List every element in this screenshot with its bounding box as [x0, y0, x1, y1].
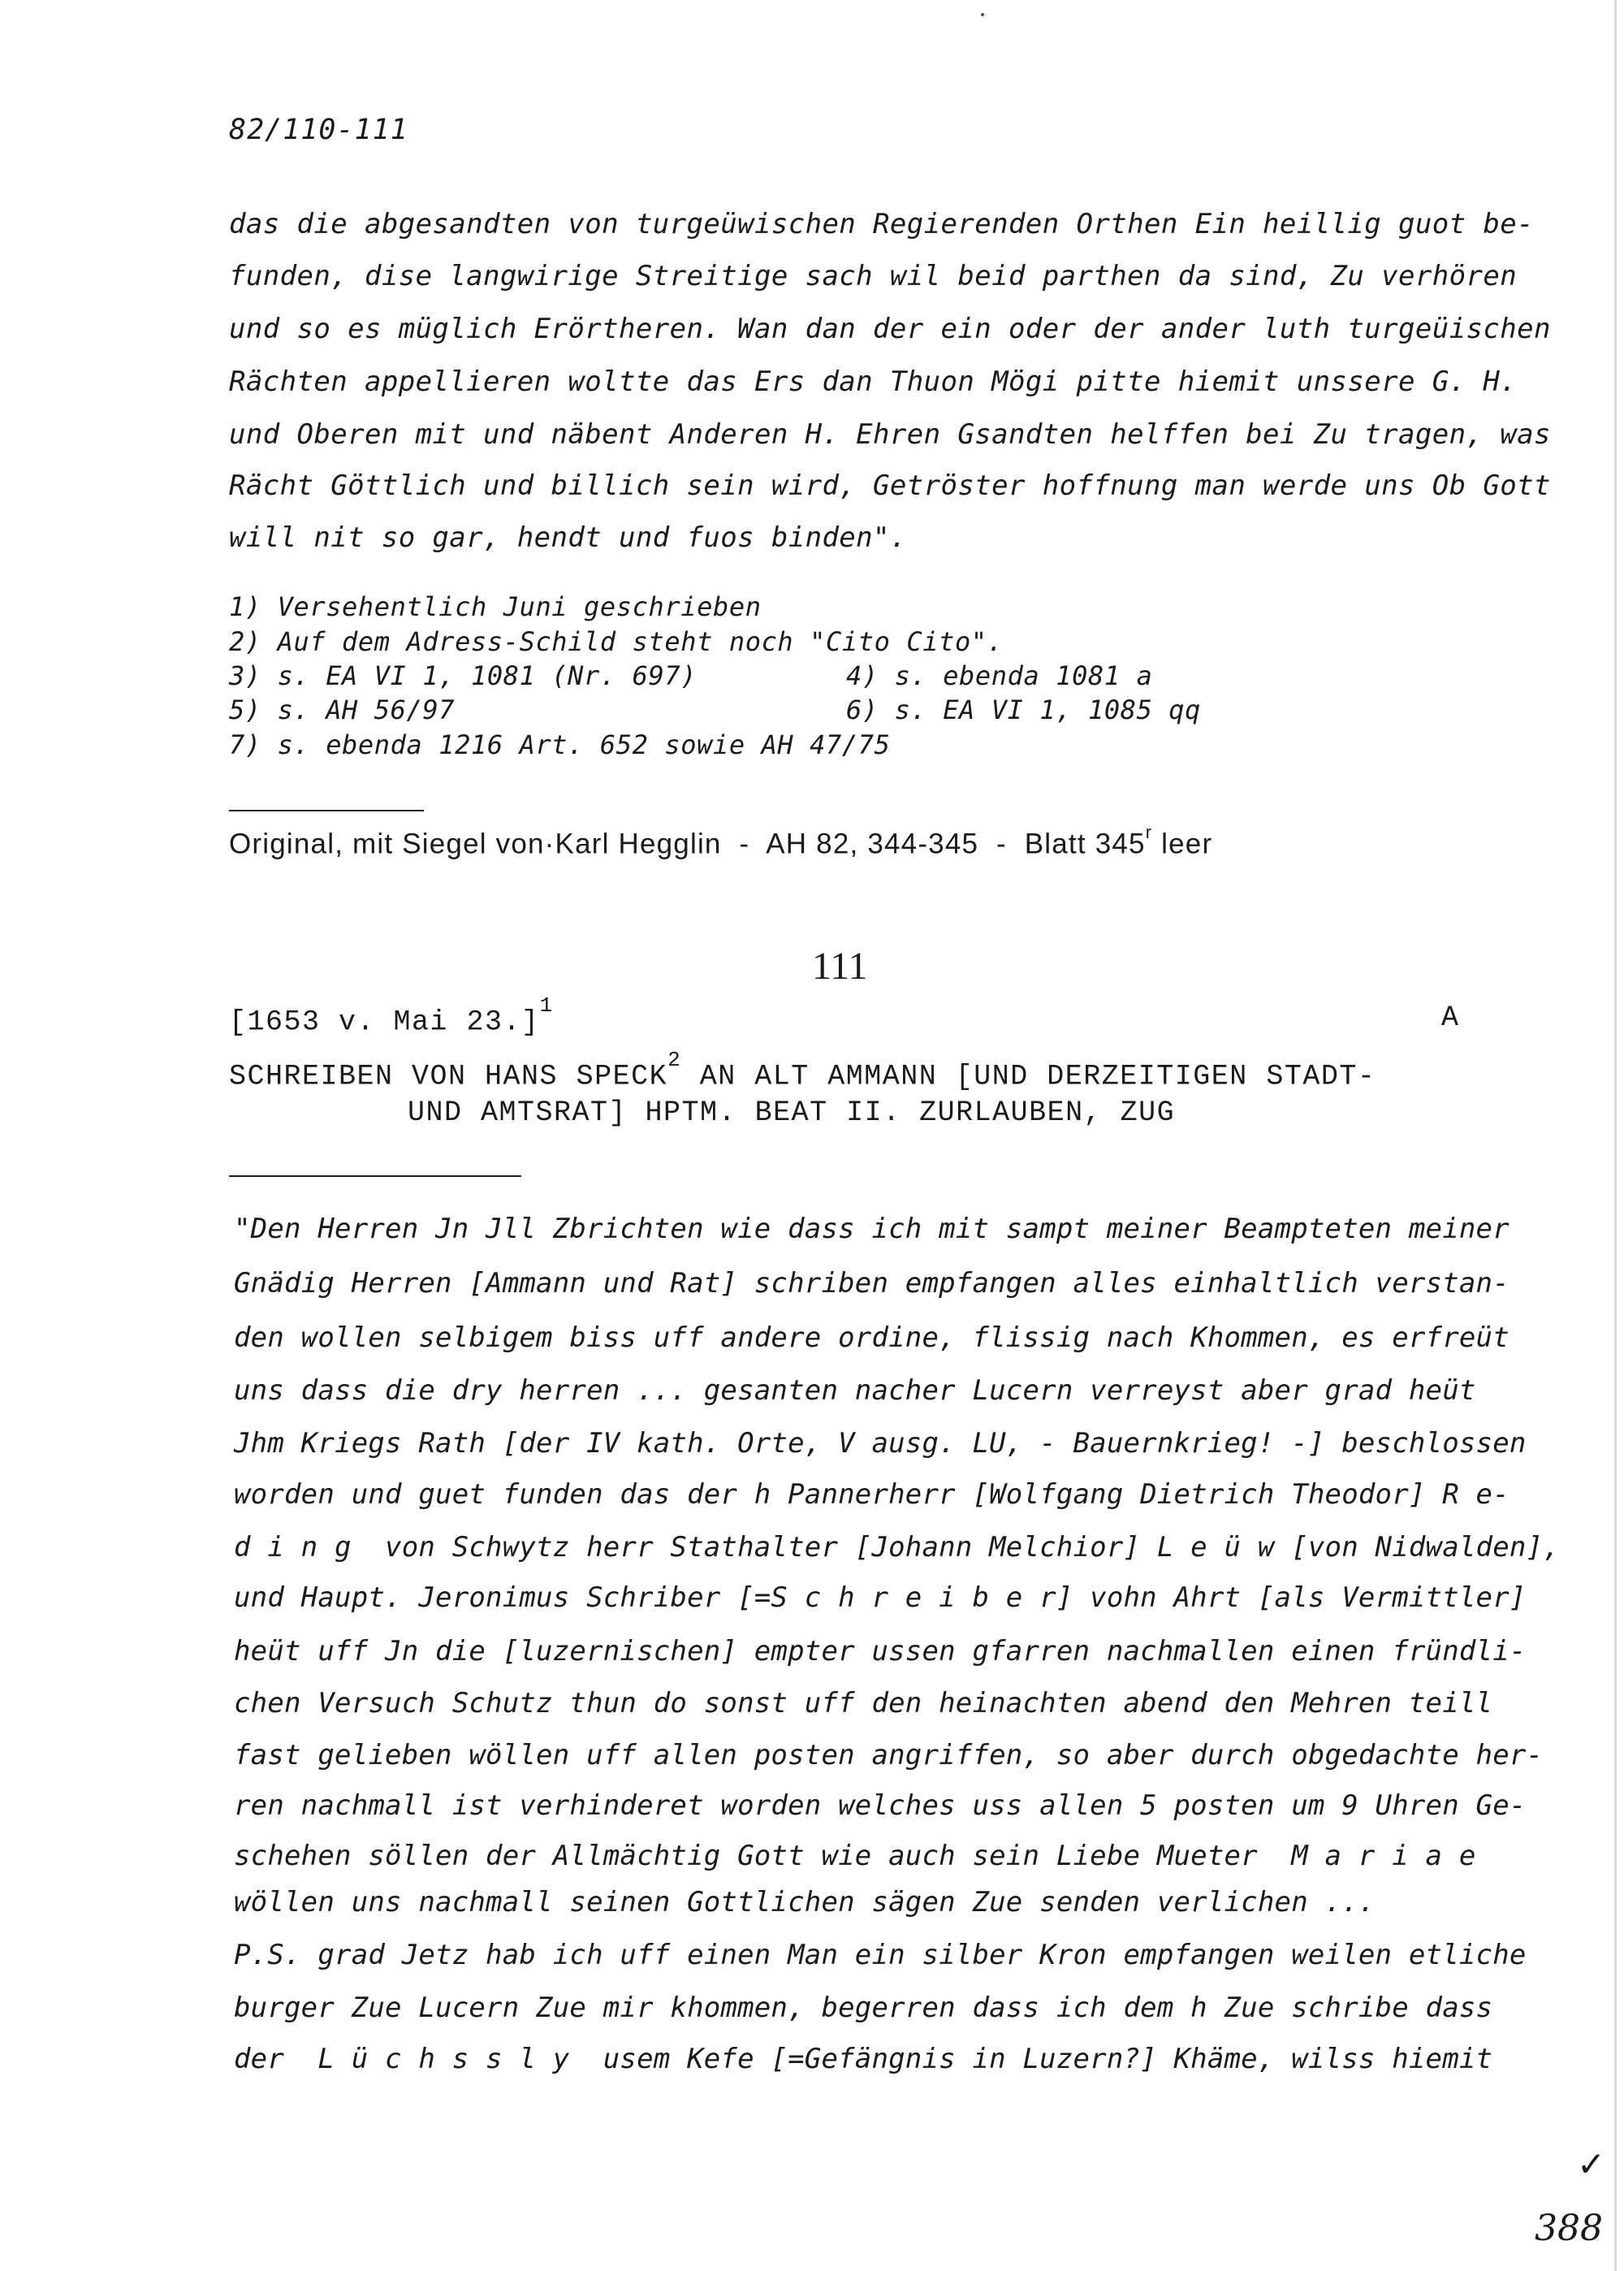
footnote: 7) s. ebenda 1216 Art. 652 sowie AH 47/75 [229, 729, 891, 760]
footnote: 4) s. ebenda 1081 a [846, 660, 1153, 691]
date-text: [1653 v. Mai 23.] [229, 1006, 540, 1039]
original-note [229, 822, 1213, 861]
text-line: worden und guet funden das der h Pannerherr [Wolfgang Dietrich Theodor] R e- [234, 1478, 1510, 1511]
original-note-tail: leer [1152, 828, 1213, 860]
text-line: uns dass die dry herren ... gesanten nacher Lucern verreyst aber grad heüt [234, 1374, 1476, 1407]
text-line: Gnädig Herren [Ammann und Rat] schriben empfangen alles einhaltlich verstan- [234, 1267, 1510, 1300]
text-line: und Haupt. Jeronimus Schriber [=S c h r e i b e r] vohn Ahrt [als Vermittler] [234, 1581, 1527, 1614]
text-line: Jhm Kriegs Rath [der IV kath. Orte, V ausg. LU, - Bauernkrieg! -] beschlossen [234, 1427, 1527, 1460]
text-line: wöllen uns nachmall seinen Gottlichen sägen Zue senden verlichen ... [234, 1886, 1376, 1918]
archive-reference: 82/110-111 [229, 114, 408, 146]
footnote: 1) Versehentlich Juni geschrieben [229, 591, 762, 622]
original-note-text: Original, mit Siegel von·Karl Hegglin - AH 82, 344-345 - Blatt 345 [229, 828, 1146, 860]
text-line: Rächten appellieren woltte das Ers dan Thuon Mögi pitte hiemit unssere G. H. [229, 366, 1518, 398]
page-edge-shadow [1614, 0, 1617, 2271]
checkmark-icon: ✓ [1577, 2144, 1606, 2184]
text-line: fast gelieben wöllen uff allen posten angriffen, so aber durch obgedachte her- [234, 1739, 1544, 1771]
heading-line-1 [229, 1048, 1376, 1093]
date-footnote-mark: 1 [539, 993, 554, 1018]
footnote: 6) s. EA VI 1, 1085 qq [846, 694, 1202, 725]
text-line: und Oberen mit und näbent Anderen H. Ehren Gsandten helffen bei Zu tragen, was [229, 418, 1551, 451]
separator-rule [229, 810, 424, 811]
text-line: das die abgesandten von turgeüwischen Regierenden Orthen Ein heillig guot be- [229, 208, 1534, 240]
text-line: will nit so gar, hendt und fuos binden". [229, 521, 907, 554]
text-line: burger Zue Lucern Zue mir khommen, begerren dass ich dem h Zue schribe dass [234, 1992, 1493, 2024]
text-line: den wollen selbigem biss uff andere ordine, flissig nach Khommen, es erfreüt [234, 1322, 1510, 1354]
document-number: 111 [812, 945, 868, 988]
text-line: ren nachmall ist verhinderet worden welches uss allen 5 posten um 9 Uhren Ge- [234, 1789, 1527, 1822]
footnote: 2) Auf dem Adress-Schild steht noch "Cito Cito". [229, 626, 1004, 657]
scan-speck [981, 13, 984, 16]
text-line: der L ü c h s s l y usem Kefe [=Gefängnis in Luzern?] Khäme, wilss hiemit [234, 2043, 1493, 2075]
handwritten-page-number: 388 [1535, 2208, 1603, 2249]
footnote: 5) s. AH 56/97 [229, 694, 456, 725]
heading-text: AN ALT AMMANN [UND DERZEITIGEN STADT- [681, 1060, 1376, 1093]
heading-text: SCHREIBEN VON HANS SPECK [229, 1060, 668, 1093]
footnote: 3) s. EA VI 1, 1081 (Nr. 697) [229, 660, 698, 691]
text-line: funden, dise langwirige Streitige sach wil beid parthen da sind, Zu verhören [229, 260, 1518, 292]
text-line: "Den Herren Jn Jll Zbrichten wie dass ich mit sampt meiner Beampteten meiner [234, 1213, 1510, 1245]
document-date [229, 993, 554, 1039]
heading-line-2: UND AMTSRAT] HPTM. BEAT II. ZURLAUBEN, ZUG [408, 1097, 1176, 1129]
text-line: heüt uff Jn die [luzernischen] empter ussen gfarren nachmallen einen fründli- [234, 1635, 1527, 1668]
text-line: d i n g von Schwytz herr Stathalter [Johann Melchior] L e ü w [von Nidwalden], [234, 1531, 1560, 1564]
text-line: Rächt Göttlich und billich sein wird, Getröster hoffnung man werde uns Ob Gott [229, 469, 1551, 502]
letter-code: A [1441, 1001, 1459, 1034]
text-line: schehen söllen der Allmächtig Gott wie auch sein Liebe Mueter M a r i a e [234, 1840, 1476, 1872]
original-note-sup: r [1145, 822, 1153, 842]
text-line: und so es müglich Erörtheren. Wan dan der ein oder der ander luth turgeüischen [229, 313, 1551, 345]
heading-footnote-mark: 2 [667, 1048, 682, 1072]
text-line: P.S. grad Jetz hab ich uff einen Man ein silber Kron empfangen weilen etliche [234, 1939, 1527, 1971]
text-line: chen Versuch Schutz thun do sonst uff den heinachten abend den Mehren teill [234, 1687, 1493, 1719]
separator-rule [229, 1175, 521, 1177]
